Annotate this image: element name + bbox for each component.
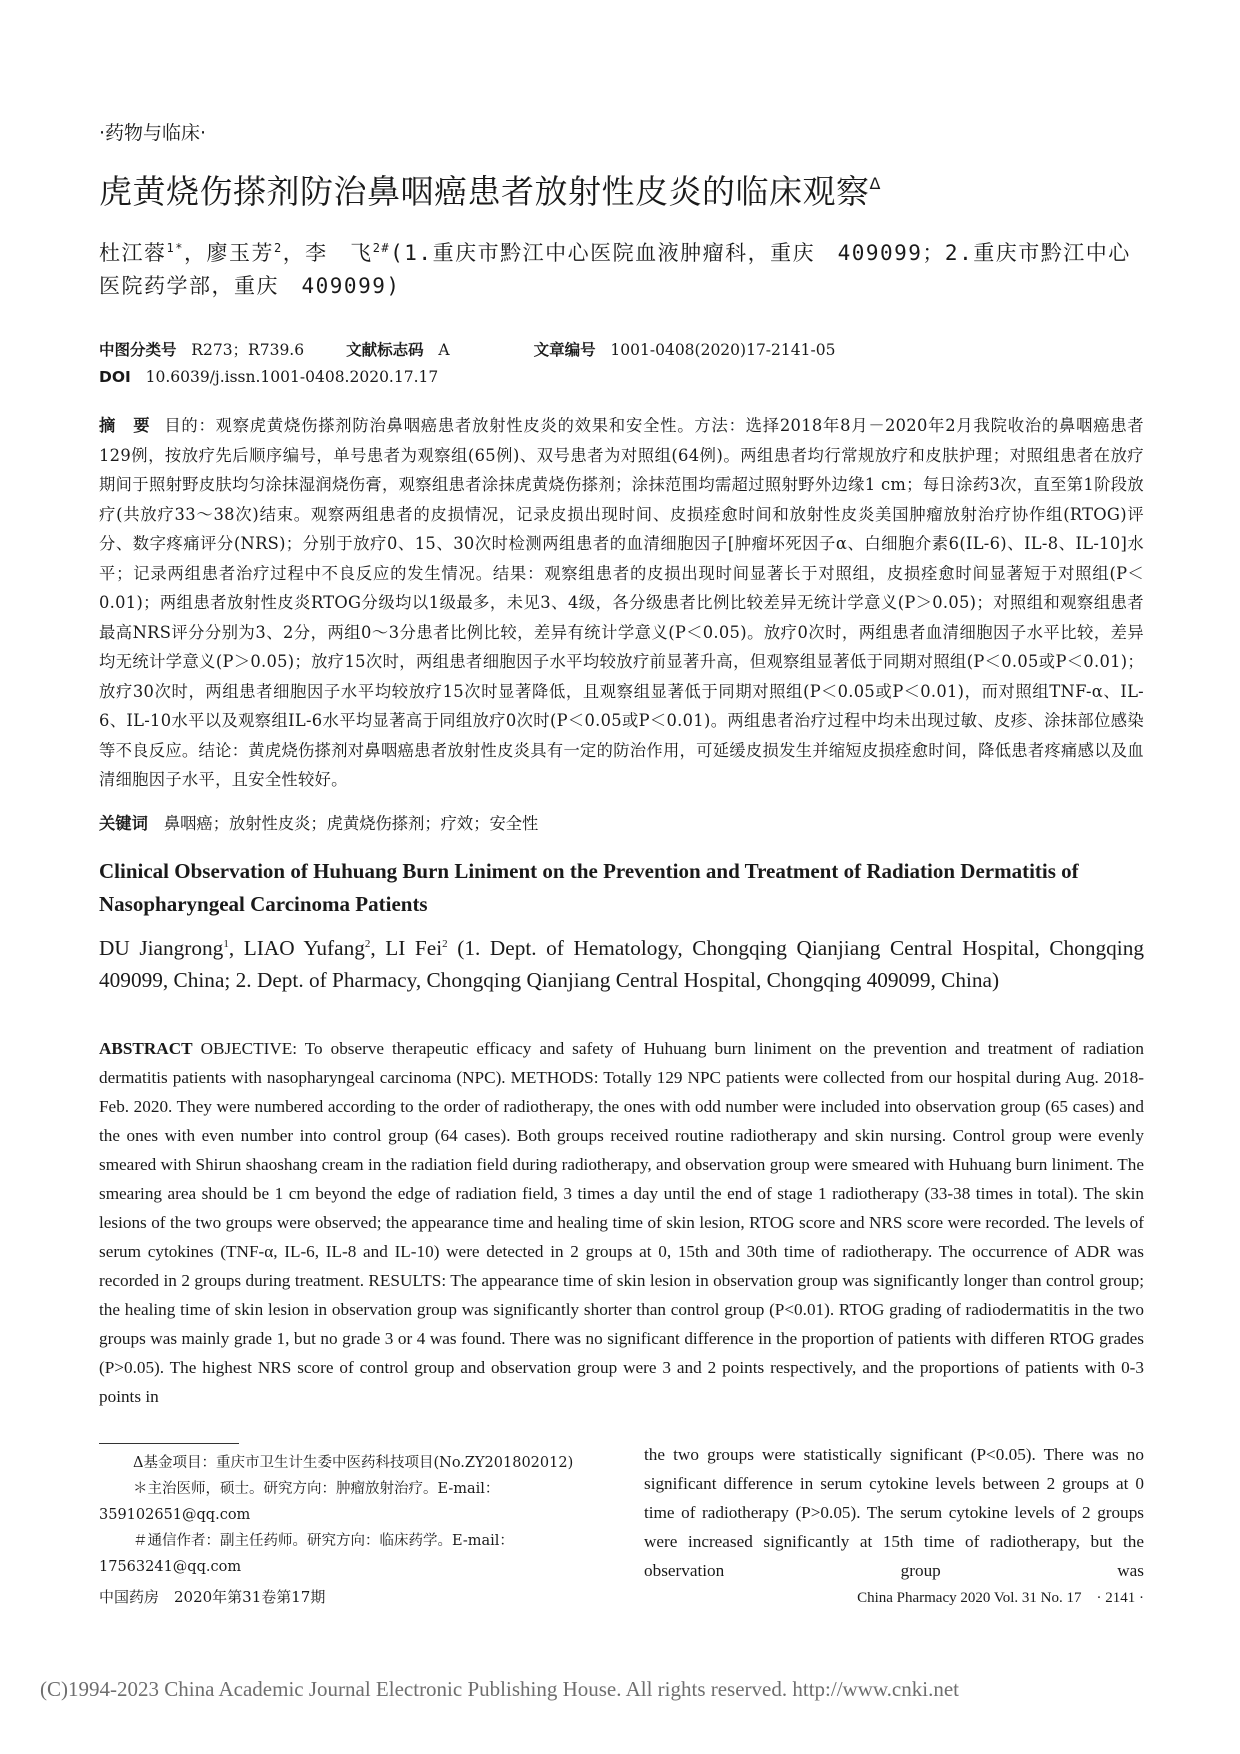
footnote-fund: Δ基金项目：重庆市卫生计生委中医药科技项目(No.ZY201802012) bbox=[133, 1455, 574, 1471]
affiliation-cn: (1.重庆市黔江中心医院血液肿瘤科，重庆 409099；2.重庆市黔江中心医院药学部，重庆 409099) bbox=[99, 241, 1131, 298]
author-en-1: DU Jiangrong bbox=[99, 936, 224, 961]
abstract-en-label: ABSTRACT bbox=[99, 1039, 193, 1058]
author-en-3: , LI Fei bbox=[370, 936, 443, 961]
abstract-en-continued: the two groups were statistically significant (P<0.05). There was no significant difference in serum cytokine levels between 2 groups at 0 time of radiotherapy (P>0.05). The serum cytokine levels of 2 groups were increased significantly at 15th time of radiotherapy, but the observation group was bbox=[644, 1445, 1144, 1580]
article-number-value: 1001-0408(2020)17-2141-05 bbox=[610, 341, 836, 359]
footer-journal-cn: 中国药房 2020年第31卷第17期 bbox=[99, 1588, 326, 1606]
keywords-cn bbox=[99, 810, 1144, 834]
meta-line-1 bbox=[99, 337, 835, 364]
copyright-notice: (C)1994-2023 China Academic Journal Electronic Publishing House. All rights reserved. http://www.cnki.net bbox=[40, 1677, 959, 1701]
author-en-3-sup: 2 bbox=[442, 938, 448, 950]
doc-code-value: A bbox=[438, 341, 450, 359]
abstract-en bbox=[99, 1034, 1144, 1411]
article-number-label: 文章编号 bbox=[533, 341, 596, 359]
doi-label: DOI bbox=[99, 368, 131, 386]
keywords-cn-text: 鼻咽癌；放射性皮炎；虎黄烧伤搽剂；疗效；安全性 bbox=[163, 814, 539, 833]
abstract-cn bbox=[99, 411, 1144, 795]
article-meta bbox=[99, 337, 835, 391]
author-en-1-sup: 1 bbox=[223, 938, 229, 950]
abstract-cn-text: 目的：观察虎黄烧伤搽剂防治鼻咽癌患者放射性皮炎的效果和安全性。方法：选择2018年8月－2020年2月我院收治的鼻咽癌患者129例，按放疗先后顺序编号，单号患者为观察组(65例)、双号患者为对照组(64例)。两组患者均行常规放疗和皮肤护理；对照组患者在放疗期间于照射野皮肤均匀涂抹湿润烧伤膏，观察组患者涂抹虎黄烧伤搽剂；涂抹范围均需超过照射野外边缘1 cm；每日涂药3次，直至第1阶段放疗(共放疗33～38次)结束。观察两组患者的皮损情况，记录皮损出现时间、皮损痊愈时间和放射性皮炎美国肿瘤放射治疗协作组(RTOG)评分、数字疼痛评分(NRS)；分别于放疗0、15、30次时检测两组患者的血清细胞因子[肿瘤坏死因子α、白细胞介素6(IL-6)、IL-8、IL-10]水平；记录两组患者治疗过程中不良反应的发生情况。结果：观察组患者的皮损出现时间显著长于对照组，皮损痊愈时间显著短于对照组(P＜0.01)；两组患者放射性皮炎RTOG分级均以1级最多，未见3、4级，各分级患者比例比较差异无统计学意义(P＞0.05)；对照组和观察组患者最高NRS评分分别为3、2分，两组0～3分患者比例比较，差异有统计学意义(P＜0.05)。放疗0次时，两组患者血清细胞因子水平比较，差异均无统计学意义(P＞0.05)；放疗15次时，两组患者细胞因子水平均较放疗前显著升高，但观察组显著低于同期对照组(P＜0.05或P＜0.01)；放疗30次时，两组患者细胞因子水平均较放疗15次时显著降低，且观察组显著低于同期对照组(P＜0.05或P＜0.01)，而对照组TNF-α、IL-6、IL-10水平以及观察组IL-6水平均显著高于同组放疗0次时(P＜0.05或P＜0.01)。两组患者治疗过程中均未出现过敏、皮疹、涂抹部位感染等不良反应。结论：黄虎烧伤搽剂对鼻咽癌患者放射性皮炎具有一定的防治作用，可延缓皮损发生并缩短皮损痊愈时间，降低患者疼痛感以及血清细胞因子水平，且安全性较好。 bbox=[99, 416, 1144, 789]
affiliation-en: (1. Dept. of Hematology, Chongqing Qianjiang Central Hospital, Chongqing 409099, China; 2. Dept. of Pharmacy, Chongqing Qianjiang Central Hospital, Chongqing 409099, China) bbox=[99, 936, 1144, 993]
footnote-first-author: ＊主治医师，硕士。研究方向：肿瘤放射治疗。E-mail：359102651@qq.com bbox=[99, 1481, 500, 1523]
author-3-sup: 2# bbox=[372, 241, 391, 255]
footer-journal-en: China Pharmacy 2020 Vol. 31 No. 17 · 2141 · bbox=[857, 1590, 1144, 1606]
authors-en bbox=[99, 928, 1144, 996]
keywords-cn-label: 关键词 bbox=[99, 814, 148, 833]
title-fund-mark: Δ bbox=[869, 174, 881, 193]
title-text: 虎黄烧伤搽剂防治鼻咽癌患者放射性皮炎的临床观察 bbox=[99, 172, 870, 211]
author-1: 杜江蓉 bbox=[99, 241, 167, 265]
doi-value: 10.6039/j.issn.1001-0408.2020.17.17 bbox=[145, 368, 439, 386]
author-1-sup: 1* bbox=[166, 241, 184, 255]
abstract-cn-label: 摘 要 bbox=[99, 416, 151, 435]
author-en-2-sup: 2 bbox=[364, 938, 371, 950]
footnote-divider bbox=[99, 1443, 239, 1444]
clc-label: 中图分类号 bbox=[99, 341, 177, 359]
meta-line-2 bbox=[99, 364, 835, 391]
author-3: ，李 飞 bbox=[282, 241, 373, 265]
footnote-corresponding: ＃通信作者：副主任药师。研究方向：临床药学。E-mail：17563241@qq.com bbox=[99, 1533, 514, 1575]
paper-title-en: Clinical Observation of Huhuang Burn Liniment on the Prevention and Treatment of Radiation Dermatitis of Nasopharyngeal Carcinoma Patients bbox=[99, 859, 1079, 916]
paper-title-cn bbox=[99, 166, 881, 213]
author-2: ，廖玉芳 bbox=[183, 241, 274, 265]
doc-code-label: 文献标志码 bbox=[346, 341, 424, 359]
authors-cn bbox=[99, 232, 1144, 303]
author-en-2: , LIAO Yufang bbox=[228, 936, 365, 961]
author-2-sup: 2 bbox=[273, 241, 283, 255]
footnotes bbox=[99, 1450, 609, 1580]
clc-value: R273；R739.6 bbox=[191, 341, 305, 359]
abstract-en-text: OBJECTIVE: To observe therapeutic efficacy and safety of Huhuang burn liniment on the prevention and treatment of radiation dermatitis patients with nasopharyngeal carcinoma (NPC). METHODS: Totally 129 NPC patients were collected from our hospital during Aug. 2018-Feb. 2020. They were numbered according to the order of radiotherapy, the ones with odd number were included into observation group (65 cases) and the ones with even number into control group (64 cases). Both groups received routine radiotherapy and skin nursing. Control group were evenly smeared with Shirun shaoshang cream in the radiation field during radiotherapy, and observation group were smeared with Huhuang burn liniment. The smearing area should be 1 cm beyond the edge of radiation field, 3 times a day until the end of stage 1 radiotherapy (33-38 times in total). The skin lesions of the two groups were observed; the appearance time and healing time of skin lesion, RTOG score and NRS score were recorded. The levels of serum cytokines (TNF-α, IL-6, IL-8 and IL-10) were detected in 2 groups at 0, 15th and 30th time of radiotherapy. The occurrence of ADR was recorded in 2 groups during treatment. RESULTS: The appearance time of skin lesion in observation group was significantly longer than control group; the healing time of skin lesion in observation group was significantly shorter than control group (P<0.01). RTOG grading of radiodermatitis in the two groups was mainly grade 1, but no grade 3 or 4 was found. There was no significant difference in the proportion of patients with differen RTOG grades (P>0.05). The highest NRS score of control group and observation group were 3 and 2 points respectively, and the proportions of patients with 0-3 points in bbox=[99, 1039, 1144, 1406]
section-tag: ·药物与临床· bbox=[99, 122, 207, 144]
